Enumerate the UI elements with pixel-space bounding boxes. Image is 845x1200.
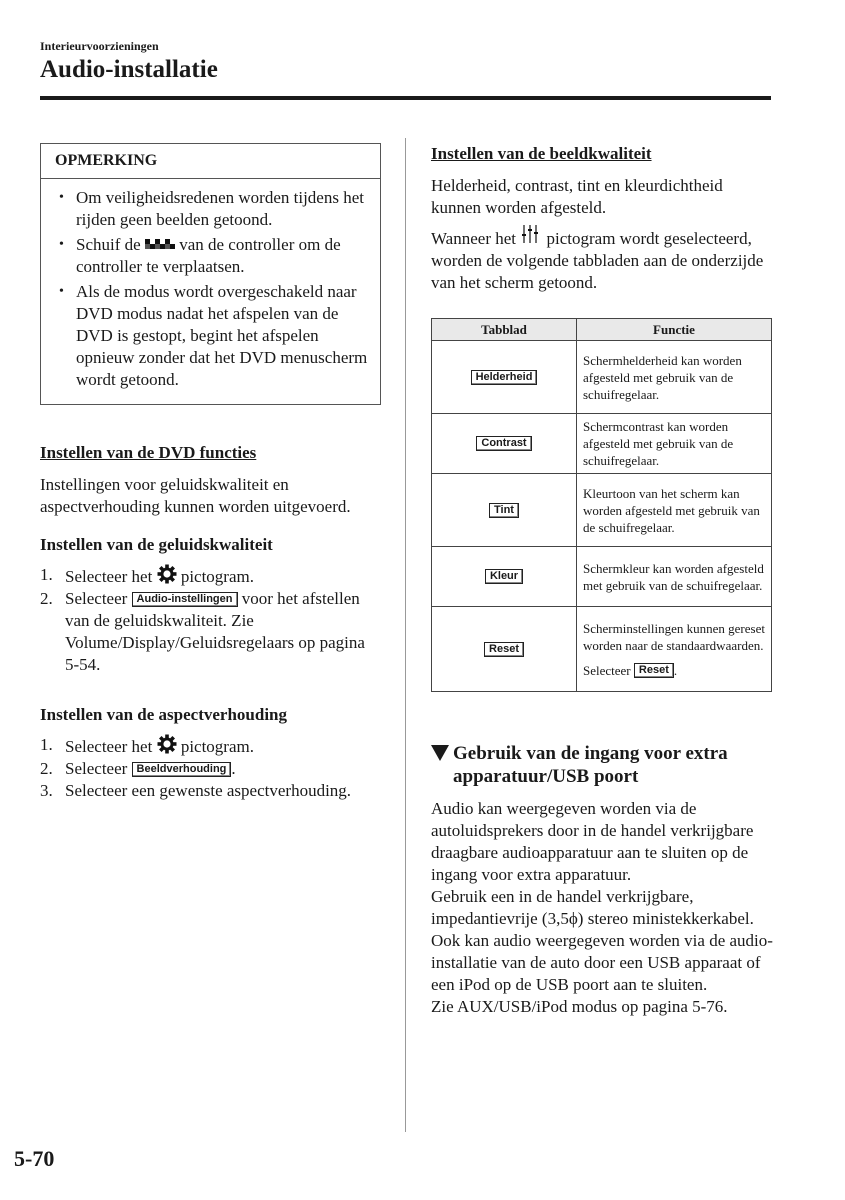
page-title: Audio-installatie (40, 56, 218, 83)
note-item-text: van de controller om de controller te verplaatsen. (76, 235, 341, 276)
step-text: pictogram. (180, 567, 254, 586)
step-text: Selecteer (65, 589, 128, 608)
step-number: 1. (40, 735, 53, 754)
step-number: 2. (40, 589, 53, 608)
page-number: 5-70 (14, 1146, 55, 1171)
tab-tint-button[interactable]: Tint (489, 503, 519, 518)
sound-heading: Instellen van de geluidskwaliteit (40, 535, 273, 554)
note-box (40, 143, 381, 405)
audio-settings-button[interactable]: Audio-instellingen (132, 592, 238, 607)
aux-paragraph: Gebruik een in de handel verkrijgbare, impedantievrije (3,5ϕ) stereo ministekkerkabel. (431, 887, 754, 928)
table-cell-tab (432, 607, 577, 692)
aux-paragraph: Audio kan weergegeven worden via de autoluidsprekers door in de handel verkrijgbare draagbare audioapparatuur aan te sluiten op de ingang voor extra apparatuur. (431, 799, 754, 884)
reset-button[interactable]: Reset (634, 663, 674, 678)
table-cell-tab (432, 414, 577, 474)
table-cell-tab (432, 547, 577, 607)
picture-paragraph (431, 223, 773, 294)
table-row (432, 607, 772, 692)
tab-function-table (431, 318, 772, 692)
section-label: Interieurvoorzieningen (40, 39, 159, 53)
step-text: pictogram. (180, 737, 254, 756)
note-list (57, 187, 370, 391)
picture-heading: Instellen van de beeldkwaliteit (431, 144, 652, 163)
reset-select-line (583, 662, 768, 679)
table-cell-function (577, 607, 772, 692)
table-cell-function: Kleurtoon van het scherm kan worden afgesteld met gebruik van de schuifregelaar. (577, 474, 772, 547)
aux-paragraph: Zie AUX/USB/iPod modus op pagina 5-76. (431, 997, 728, 1016)
picture-text: pictogram wordt geselecteerd, worden de volgende tabbladen aan de onderzijde van het scherm getoond. (431, 229, 764, 292)
step-text: Selecteer een gewenste aspectverhouding. (65, 781, 352, 800)
table-cell-tab (432, 474, 577, 547)
aux-heading (431, 742, 773, 788)
gear-icon (157, 564, 177, 584)
note-item-text: Schuif de (76, 235, 141, 254)
step-item (40, 734, 382, 758)
aspect-steps (40, 734, 382, 802)
table-row (432, 414, 772, 474)
table-cell-function: Schermhelderheid kan worden afgesteld met gebruik van de schuifregelaar. (577, 341, 772, 414)
table-row (432, 341, 772, 414)
step-text: . (231, 759, 236, 778)
note-body (41, 179, 380, 404)
table-header-tab: Tabblad (432, 319, 577, 341)
note-item (57, 234, 370, 278)
aux-heading-text: Gebruik van de ingang voor extra apparatuur/USB poort (453, 743, 728, 787)
reset-select-text: . (673, 662, 678, 678)
step-text: Selecteer het (65, 737, 153, 756)
table-row (432, 547, 772, 607)
equalizer-icon (520, 223, 542, 245)
step-text: Selecteer het (65, 567, 153, 586)
table-header-function: Functie (577, 319, 772, 341)
aux-paragraph: Ook kan audio weergegeven worden via de audio-installatie van de auto door een USB apparaat of een iPod op de USB poort aan te sluiten. (431, 931, 773, 994)
tab-helderheid-button[interactable]: Helderheid (471, 370, 538, 385)
section-triangle-icon (431, 745, 449, 761)
step-number: 3. (40, 781, 53, 800)
aspect-ratio-button[interactable]: Beeldverhouding (132, 762, 232, 777)
dvd-heading: Instellen van de DVD functies (40, 443, 257, 462)
checker-icon (145, 239, 175, 249)
step-text: Selecteer (65, 759, 128, 778)
tab-contrast-button[interactable]: Contrast (476, 436, 531, 451)
note-item: • Als de modus wordt overgeschakeld naar DVD modus nadat het afspelen van de DVD is gestopt, begint het afspelen opnieuw zonder dat het DVD menuscherm wordt getoond. (57, 281, 370, 391)
table-cell-function: Schermkleur kan worden afgesteld met gebruik van de schuifregelaar. (577, 547, 772, 607)
left-column (40, 143, 382, 802)
table-row (432, 474, 772, 547)
step-item (40, 780, 382, 802)
header-rule (40, 96, 771, 100)
note-item: • Om veiligheidsredenen worden tijdens het rijden geen beelden getoond. (57, 187, 370, 231)
reset-function-text: Scherminstellingen kunnen gereset worden naar de standaardwaarden. (583, 620, 765, 653)
step-item (40, 758, 382, 780)
column-divider (405, 138, 406, 1132)
tab-reset-button[interactable]: Reset (484, 642, 524, 657)
note-heading: OPMERKING (41, 144, 380, 179)
aspect-heading: Instellen van de aspectverhouding (40, 705, 287, 724)
table-header-row (432, 319, 772, 341)
reset-select-text: Selecteer (583, 662, 631, 678)
gear-icon (157, 734, 177, 754)
step-item (40, 564, 382, 588)
step-item (40, 588, 382, 676)
step-number: 2. (40, 759, 53, 778)
table-cell-tab (432, 341, 577, 414)
picture-intro: Helderheid, contrast, tint en kleurdichtheid kunnen worden afgesteld. (431, 176, 723, 217)
table-cell-function: Schermcontrast kan worden afgesteld met gebruik van de schuifregelaar. (577, 414, 772, 474)
step-number: 1. (40, 565, 53, 584)
step-text: voor het afstellen van de geluidskwaliteit. Zie Volume/Display/Geluidsregelaars op pagina 5-54. (65, 589, 365, 674)
right-column (431, 143, 773, 1018)
tab-kleur-button[interactable]: Kleur (485, 569, 523, 584)
picture-text: Wanneer het (431, 229, 516, 248)
dvd-intro: Instellingen voor geluidskwaliteit en aspectverhouding kunnen worden uitgevoerd. (40, 475, 351, 516)
sound-steps (40, 564, 382, 676)
